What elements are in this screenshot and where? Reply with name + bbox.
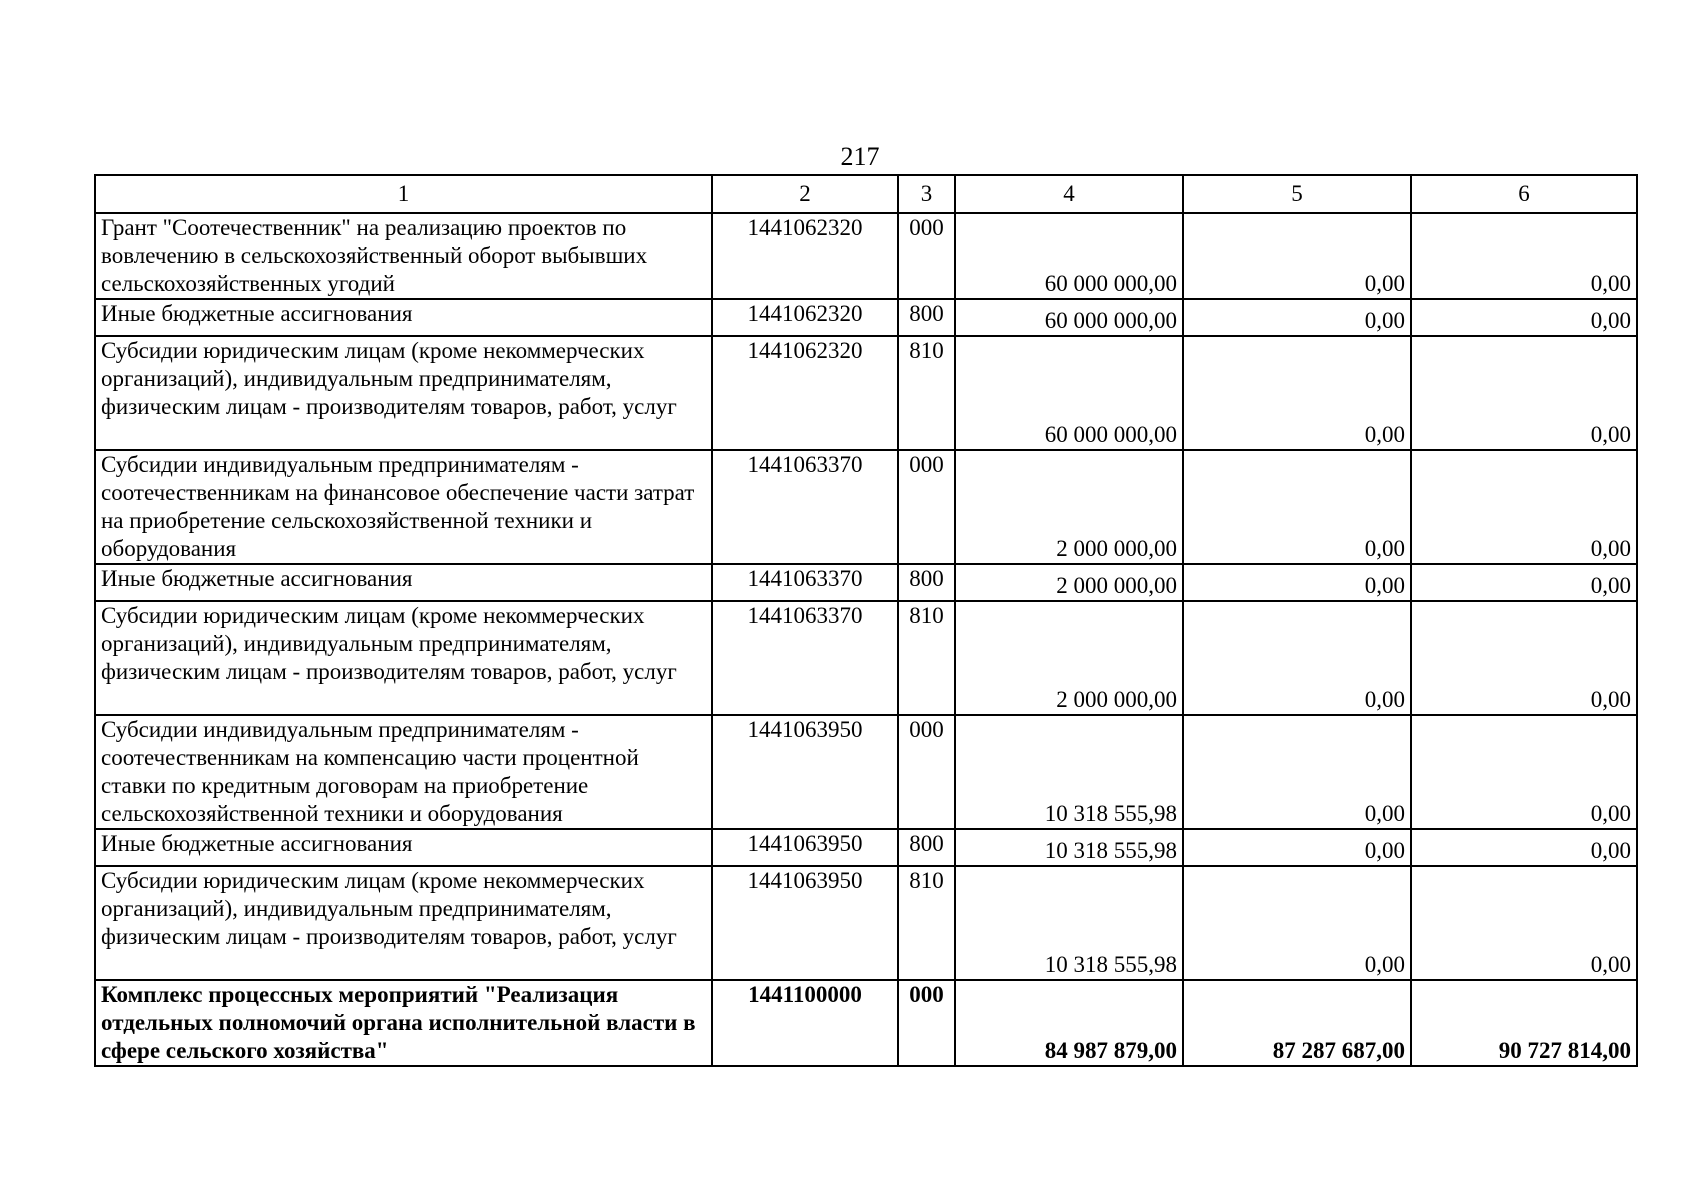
row-value-col5: 0,00	[1183, 213, 1411, 299]
table-row	[95, 299, 1637, 336]
row-type-cell: 800	[898, 299, 955, 336]
row-value-col6: 0,00	[1411, 601, 1637, 715]
row-code-cell: 1441063950	[712, 866, 898, 980]
row-name-cell: Иные бюджетные ассигнования	[95, 564, 712, 601]
row-value-col5: 0,00	[1183, 450, 1411, 564]
table-row	[95, 213, 1637, 299]
row-value-col4: 2 000 000,00	[955, 601, 1183, 715]
row-value-col5: 0,00	[1183, 715, 1411, 829]
row-type-cell: 000	[898, 715, 955, 829]
header-cell: 3	[898, 175, 955, 213]
row-value-col6: 0,00	[1411, 299, 1637, 336]
row-code-cell: 1441062320	[712, 299, 898, 336]
row-value-col4: 60 000 000,00	[955, 299, 1183, 336]
header-cell: 4	[955, 175, 1183, 213]
row-value-col5: 0,00	[1183, 829, 1411, 866]
header-row	[95, 175, 1637, 213]
row-name-cell: Субсидии юридическим лицам (кроме некоммерческих организаций), индивидуальным предпринимателям, физическим лицам - производителям товаров, работ, услуг	[95, 336, 712, 450]
table-row	[95, 980, 1637, 1066]
row-value-col6: 90 727 814,00	[1411, 980, 1637, 1066]
row-type-cell: 810	[898, 601, 955, 715]
row-value-col6: 0,00	[1411, 450, 1637, 564]
row-name-cell: Субсидии индивидуальным предпринимателям - соотечественникам на финансовое обеспечение части затрат на приобретение сельскохозяйственной техники и оборудования	[95, 450, 712, 564]
row-code-cell: 1441063370	[712, 601, 898, 715]
table-row	[95, 829, 1637, 866]
row-value-col6: 0,00	[1411, 715, 1637, 829]
row-value-col4: 2 000 000,00	[955, 564, 1183, 601]
row-name-cell: Иные бюджетные ассигнования	[95, 299, 712, 336]
row-value-col5: 0,00	[1183, 866, 1411, 980]
table-row	[95, 866, 1637, 980]
table-row	[95, 336, 1637, 450]
table-row	[95, 564, 1637, 601]
row-value-col5: 0,00	[1183, 336, 1411, 450]
row-name-cell: Субсидии юридическим лицам (кроме некоммерческих организаций), индивидуальным предпринимателям, физическим лицам - производителям товаров, работ, услуг	[95, 601, 712, 715]
row-value-col6: 0,00	[1411, 564, 1637, 601]
row-name-cell: Иные бюджетные ассигнования	[95, 829, 712, 866]
table-row	[95, 601, 1637, 715]
row-value-col6: 0,00	[1411, 336, 1637, 450]
header-cell: 2	[712, 175, 898, 213]
row-name-cell: Субсидии юридическим лицам (кроме некоммерческих организаций), индивидуальным предпринимателям, физическим лицам - производителям товаров, работ, услуг	[95, 866, 712, 980]
row-value-col6: 0,00	[1411, 213, 1637, 299]
row-value-col5: 87 287 687,00	[1183, 980, 1411, 1066]
row-type-cell: 800	[898, 564, 955, 601]
row-code-cell: 1441100000	[712, 980, 898, 1066]
row-code-cell: 1441063950	[712, 829, 898, 866]
row-type-cell: 000	[898, 980, 955, 1066]
header-cell: 5	[1183, 175, 1411, 213]
row-value-col4: 10 318 555,98	[955, 715, 1183, 829]
row-type-cell: 800	[898, 829, 955, 866]
row-code-cell: 1441063370	[712, 564, 898, 601]
row-code-cell: 1441062320	[712, 213, 898, 299]
row-type-cell: 810	[898, 866, 955, 980]
row-value-col4: 10 318 555,98	[955, 866, 1183, 980]
row-name-cell: Субсидии индивидуальным предпринимателям - соотечественникам на компенсацию части процентной ставки по кредитным договорам на приобретение сельскохозяйственной техники и оборудования	[95, 715, 712, 829]
page-number: 217	[840, 142, 880, 171]
row-value-col5: 0,00	[1183, 299, 1411, 336]
header-cell: 6	[1411, 175, 1637, 213]
row-name-cell: Грант "Соотечественник" на реализацию проектов по вовлечению в сельскохозяйственный оборот выбывших сельскохозяйственных угодий	[95, 213, 712, 299]
row-code-cell: 1441062320	[712, 336, 898, 450]
row-value-col6: 0,00	[1411, 829, 1637, 866]
row-type-cell: 810	[898, 336, 955, 450]
row-value-col4: 10 318 555,98	[955, 829, 1183, 866]
row-value-col6: 0,00	[1411, 866, 1637, 980]
row-type-cell: 000	[898, 213, 955, 299]
table-row	[95, 715, 1637, 829]
row-code-cell: 1441063950	[712, 715, 898, 829]
row-value-col4: 60 000 000,00	[955, 336, 1183, 450]
row-value-col4: 60 000 000,00	[955, 213, 1183, 299]
row-value-col4: 2 000 000,00	[955, 450, 1183, 564]
row-name-cell: Комплекс процессных мероприятий "Реализация отдельных полномочий органа исполнительной власти в сфере сельского хозяйства"	[95, 980, 712, 1066]
budget-table	[94, 174, 1638, 1067]
row-code-cell: 1441063370	[712, 450, 898, 564]
table-row	[95, 450, 1637, 564]
row-type-cell: 000	[898, 450, 955, 564]
row-value-col5: 0,00	[1183, 601, 1411, 715]
row-value-col5: 0,00	[1183, 564, 1411, 601]
header-cell: 1	[95, 175, 712, 213]
row-value-col4: 84 987 879,00	[955, 980, 1183, 1066]
